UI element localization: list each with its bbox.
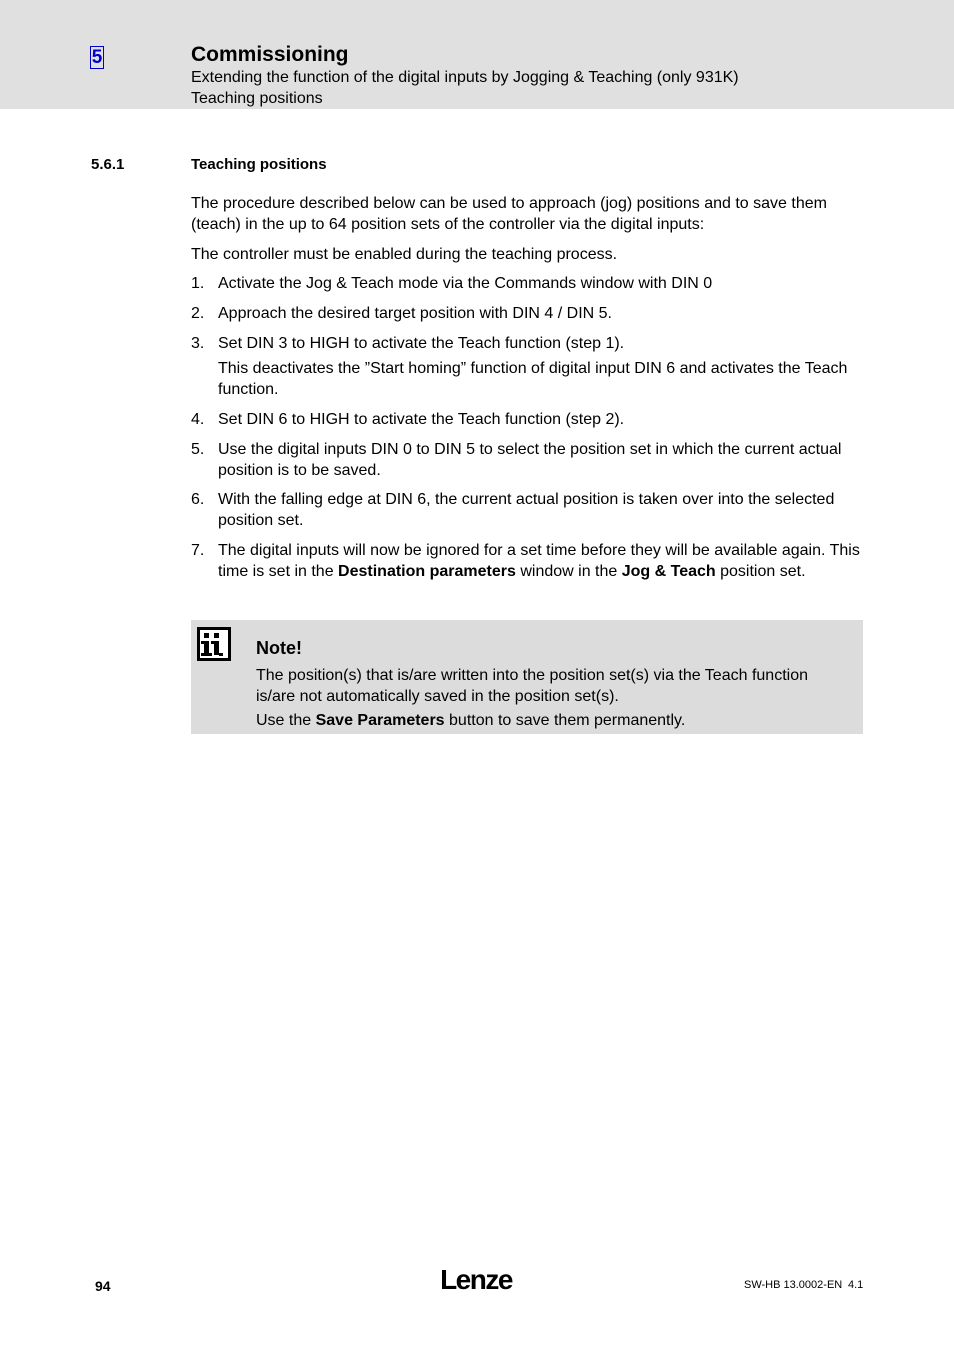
step-number: 2. [191,305,205,322]
header-subtitle: Extending the function of the digital inputs by Jogging & Teaching (only 931K) [191,69,739,86]
note-text-part: Use the [256,712,316,729]
step-text: Approach the desired target position with DIN 4 / DIN 5. [218,305,612,322]
document-version: 4.1 [848,1279,864,1291]
step-text-part: position set. [715,563,806,580]
section-title: Teaching positions [191,156,327,173]
note-box [191,620,863,734]
step-extra-text: This deactivates the ”Start homing” function of digital input DIN 6 and activates the Teach function. [218,360,848,398]
jog-teach-label: Jog & Teach [621,563,716,580]
lenze-logo [434,1262,518,1296]
destination-parameters-label: Destination parameters [338,563,516,580]
chapter-number-link[interactable]: 5 [91,47,103,68]
info-icon [197,627,231,661]
enable-paragraph: The controller must be enabled during the teaching process. [191,246,618,263]
step-text-part: The digital inputs will now be ignored for a set time before they will be available again. This time is set in the [218,542,860,580]
step-text: Use the digital inputs DIN 0 to DIN 5 to select the position set in which the current actual position is to be saved. [218,441,842,479]
svg-text:Lenze: Lenze [440,1264,512,1295]
section-number: 5.6.1 [91,156,125,173]
step-text [218,540,866,582]
step-text-part: window in the [515,563,622,580]
note-text: The position(s) that is/are written into the position set(s) via the Teach function is/are not automatically saved in the position set(s). [256,667,808,705]
header-band [0,0,954,109]
page-number: 94 [95,1278,111,1294]
step-number: 1. [191,275,205,292]
note-title: Note! [256,638,302,658]
intro-paragraph: The procedure described below can be used to approach (jog) positions and to save them (teach) in the up to 64 position sets of the controller via the digital inputs: [191,195,827,233]
note-text-part: button to save them permanently. [444,712,686,729]
header-subtitle-2: Teaching positions [191,90,323,107]
step-text: Set DIN 3 to HIGH to activate the Teach function (step 1). [218,335,625,352]
step-number: 7. [191,542,205,559]
step-text: With the falling edge at DIN 6, the current actual position is taken over into the selected position set. [218,491,835,529]
note-text-2 [256,711,846,732]
step-number: 5. [191,441,205,458]
step-number: 3. [191,335,205,352]
document-id: SW-HB 13.0002-EN [744,1279,843,1291]
step-number: 4. [191,411,205,428]
step-text: Activate the Jog & Teach mode via the Commands window with DIN 0 [218,275,713,292]
step-number: 6. [191,491,205,508]
chapter-title: Commissioning [191,43,349,66]
save-parameters-label: Save Parameters [315,712,445,729]
step-text: Set DIN 6 to HIGH to activate the Teach function (step 2). [218,411,625,428]
